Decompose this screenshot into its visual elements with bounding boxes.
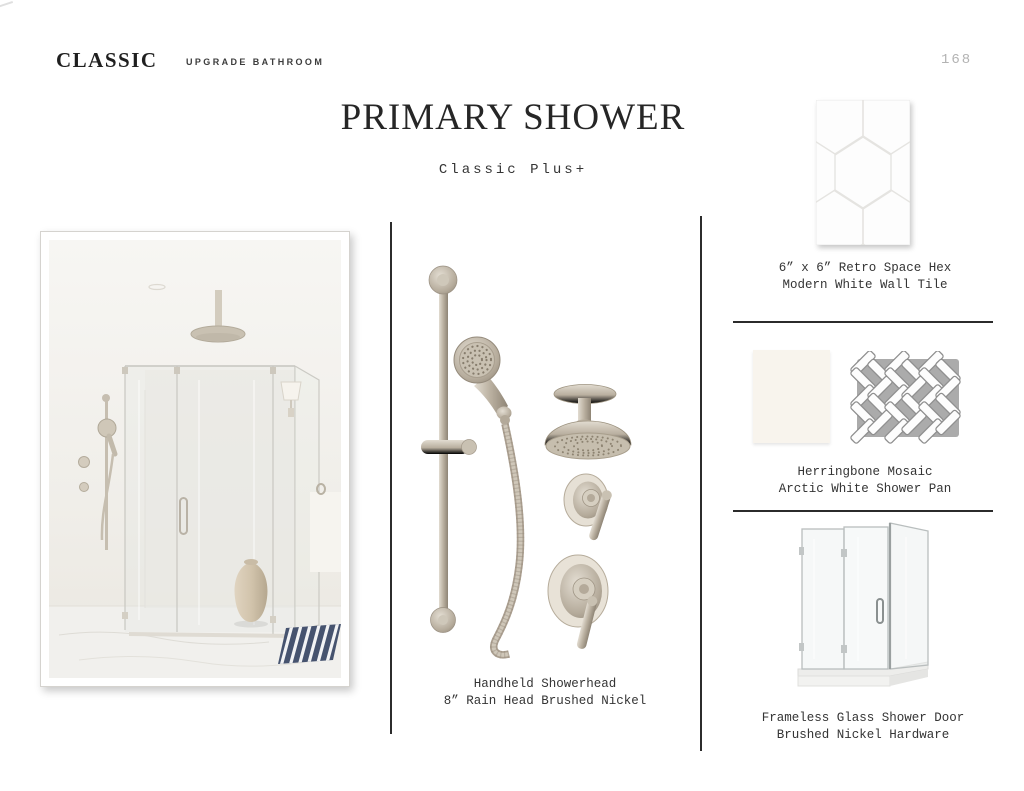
wall-tile-label-line1: 6” x 6” Retro Space Hex	[778, 261, 952, 275]
page-number: 168	[941, 52, 973, 68]
rule-1	[733, 321, 993, 323]
section-label: UPGRADE BATHROOM	[186, 57, 325, 67]
arctic-white-swatch	[753, 350, 830, 443]
fixture-label-line1: Handheld Showerhead	[473, 677, 617, 691]
brand-logo: CLASSIC	[56, 48, 158, 72]
shower-pan-label-line2: Arctic White Shower Pan	[778, 482, 952, 496]
fixture-label	[444, 676, 647, 710]
hex-tile-swatch	[816, 100, 910, 245]
shower-room-photo-frame	[40, 231, 350, 687]
shower-pan-label-line1: Herringbone Mosaic	[797, 465, 933, 479]
shower-door-label-line1: Frameless Glass Shower Door	[761, 711, 965, 725]
glass-door-illustration	[794, 519, 937, 697]
page-subtitle: Classic Plus+	[438, 162, 588, 178]
divider-right	[700, 216, 702, 751]
shower-pan-label	[779, 464, 952, 498]
divider-left	[390, 222, 392, 734]
shower-room-photo	[49, 240, 341, 678]
shower-door-label	[762, 710, 965, 744]
herringbone-swatch	[847, 351, 967, 444]
fixture-label-line2: 8” Rain Head Brushed Nickel	[443, 694, 647, 708]
page-title: PRIMARY SHOWER	[340, 97, 686, 138]
rule-2	[733, 510, 993, 512]
wall-tile-label-line2: Modern White Wall Tile	[782, 278, 948, 292]
shower-fixture-illustration	[415, 248, 665, 663]
scan-corner-artifact	[0, 1, 15, 13]
wall-tile-label	[779, 260, 952, 294]
shower-door-label-line2: Brushed Nickel Hardware	[776, 728, 950, 742]
